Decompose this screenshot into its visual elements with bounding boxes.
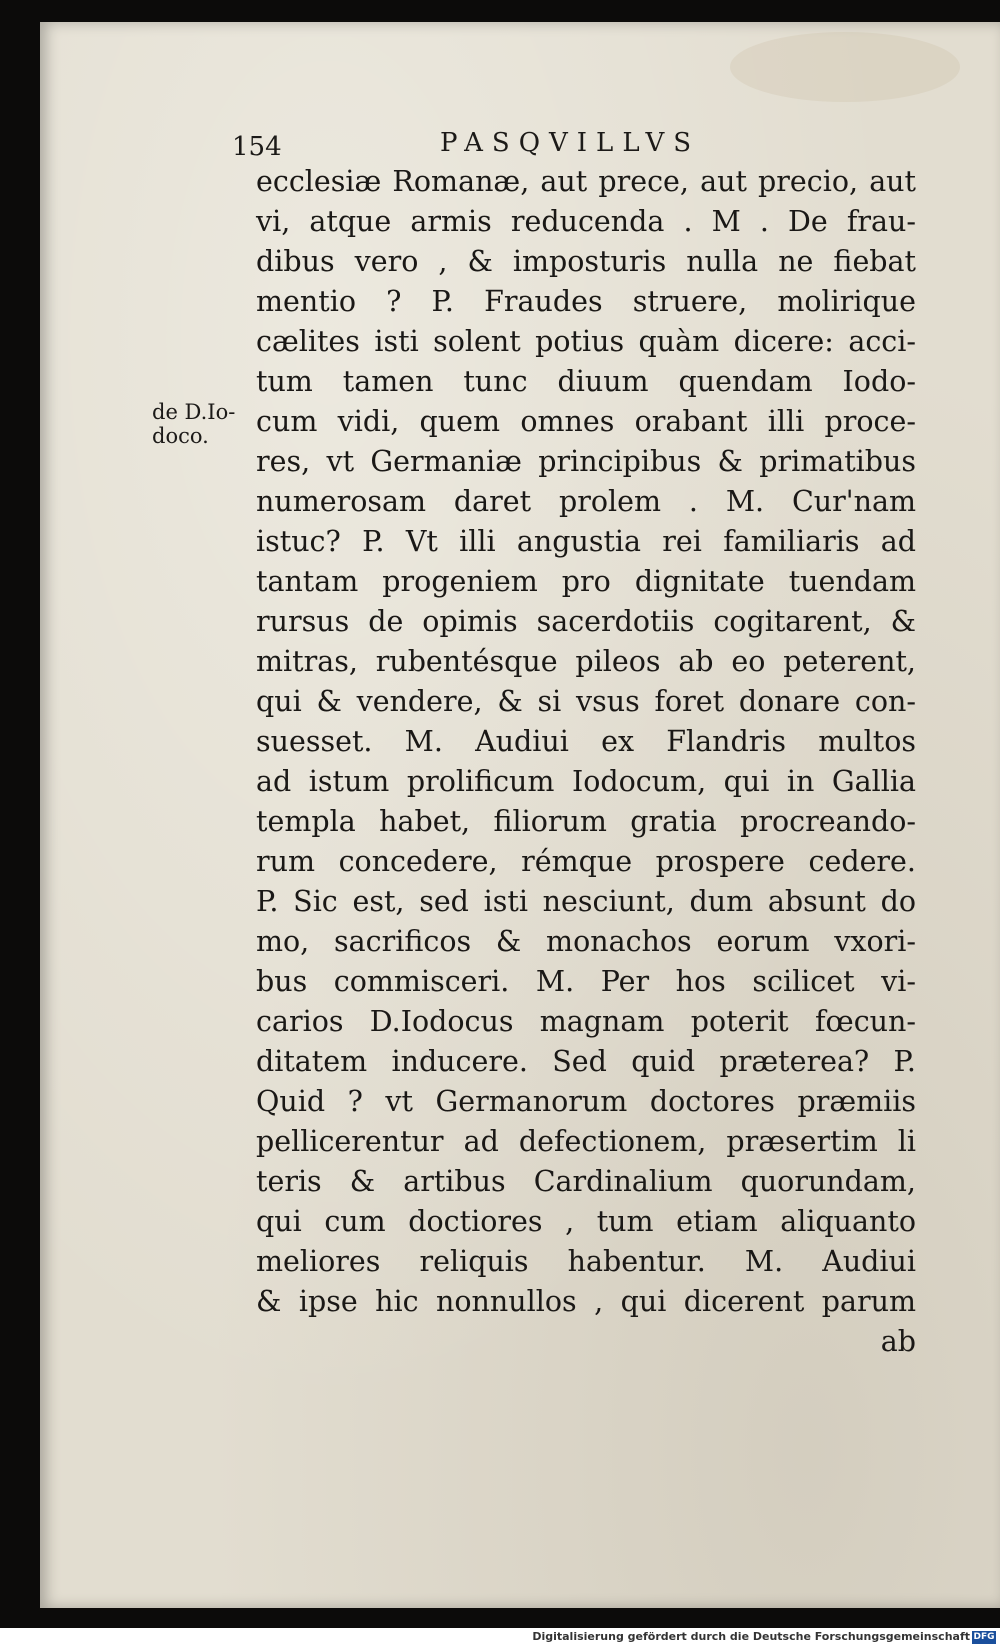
text-line: templa habet, filiorum gratia procreando- — [256, 805, 916, 838]
text-line: istuc? P. Vt illi angustia rei familiaris ad — [256, 525, 916, 558]
text-line: carios D.Iodocus magnam poterit fœcun- — [256, 1005, 916, 1038]
text-line: vi, atque armis reducenda . M . De frau- — [256, 205, 916, 238]
running-head — [40, 124, 1000, 164]
text-line: cælites isti solent potius quàm dicere: acci- — [256, 325, 916, 358]
footer-bar — [0, 1628, 1000, 1648]
text-line: ecclesiæ Romanæ, aut prece, aut precio, aut — [256, 165, 916, 198]
text-line: meliores reliquis habentur. M. Audiui — [256, 1245, 916, 1278]
text-line: mentio ? P. Fraudes struere, molirique — [256, 285, 916, 318]
text-line: mo, sacrificos & monachos eorum vxori- — [256, 925, 916, 958]
text-line: bus commisceri. M. Per hos scilicet vi- — [256, 965, 916, 998]
text-line: mitras, rubentésque pileos ab eo peterent, — [256, 645, 916, 678]
text-line: suesset. M. Audiui ex Flandris multos — [256, 725, 916, 758]
text-line: P. Sic est, sed isti nesciunt, dum absunt do — [256, 885, 916, 918]
text-line: qui cum doctiores , tum etiam aliquanto — [256, 1205, 916, 1238]
paper-stain — [730, 32, 960, 102]
margin-note — [152, 400, 272, 448]
catchword: ab — [880, 1325, 916, 1358]
running-title: PASQVILLVS — [440, 128, 701, 158]
text-line: pellicerentur ad defectionem, præsertim li — [256, 1125, 916, 1158]
dfg-logo: DFG — [973, 1632, 995, 1642]
text-line: ad istum prolificum Iodocum, qui in Gallia — [256, 765, 916, 798]
body-text — [256, 162, 916, 1362]
text-line: res, vt Germaniæ principibus & primatibus — [256, 445, 916, 478]
margin-note-line: de D.Io- — [152, 400, 236, 424]
text-line: qui & vendere, & si vsus foret donare con- — [256, 685, 916, 718]
text-line: dibus vero , & imposturis nulla ne fiebat — [256, 245, 916, 278]
text-line: & ipse hic nonnullos , qui dicerent parum — [256, 1285, 916, 1318]
text-line: Quid ? vt Germanorum doctores præmiis — [256, 1085, 916, 1118]
page-number: 154 — [232, 132, 282, 162]
book-page — [40, 22, 1000, 1608]
text-line: tantam progeniem pro dignitate tuendam — [256, 565, 916, 598]
text-line: numerosam daret prolem . M. Cur'nam — [256, 485, 916, 518]
text-line: tum tamen tunc diuum quendam Iodo- — [256, 365, 916, 398]
funding-credit: Digitalisierung gefördert durch die Deutsche Forschungsgemeinschaft — [532, 1630, 970, 1643]
text-line: ditatem inducere. Sed quid præterea? P. — [256, 1045, 916, 1078]
margin-note-line: doco. — [152, 424, 209, 448]
text-line: rursus de opimis sacerdotiis cogitarent, & — [256, 605, 916, 638]
text-line: teris & artibus Cardinalium quorundam, — [256, 1165, 916, 1198]
text-line: rum concedere, rémque prospere cedere. — [256, 845, 916, 878]
text-line: cum vidi, quem omnes orabant illi proce- — [256, 405, 916, 438]
